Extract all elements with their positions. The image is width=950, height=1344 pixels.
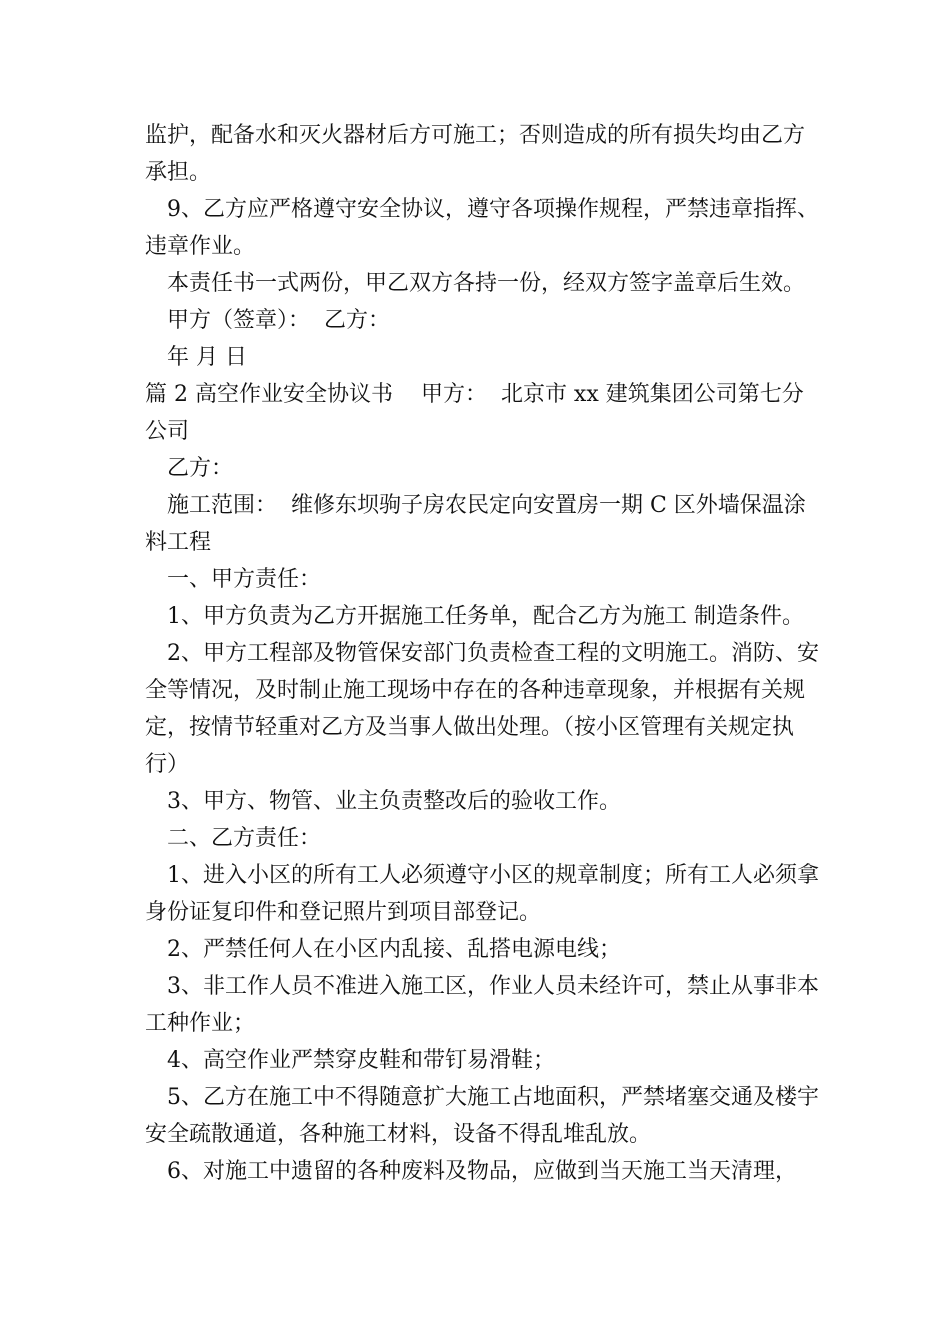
paragraph-3: 本责任书一式两份，甲乙双方各持一份，经双方签字盖章后生效。 — [167, 271, 806, 296]
paragraph-10: 1、甲方负责为乙方开据施工任务单，配合乙方为施工 制造条件。 — [167, 604, 804, 629]
paragraph-4: 甲方（签章）： 乙方： — [167, 308, 390, 333]
document-body — [145, 117, 825, 1190]
paragraph-6-section-heading: 篇 2 高空作业安全协议书 甲方： 北京市 xx 建筑集团公司第七分公司 — [145, 382, 804, 444]
paragraph-17: 4、高空作业严禁穿皮鞋和带钉易滑鞋； — [167, 1048, 555, 1073]
paragraph-12: 3、甲方、物管、业主负责整改后的验收工作。 — [167, 789, 621, 814]
paragraph-15: 2、严禁任何人在小区内乱接、乱搭电源电线； — [167, 937, 621, 962]
paragraph-8: 施工范围： 维修东坝驹子房农民定向安置房一期 C 区外墙保温涂料工程 — [145, 493, 806, 555]
paragraph-1: 监护，配备水和灭火器材后方可施工；否则造成的所有损失均由乙方承担。 — [145, 123, 806, 185]
paragraph-11: 2、甲方工程部及物管保安部门负责检查工程的文明施工。消防、安全等情况，及时制止施工现场中存在的各种违章现象，并根据有关规定，按情节轻重对乙方及当事人做出处理。（按小区管理有关规定执行） — [145, 641, 819, 777]
paragraph-9: 一、甲方责任： — [167, 567, 322, 592]
paragraph-13: 二、乙方责任： — [167, 826, 322, 851]
paragraph-7: 乙方： — [167, 456, 234, 481]
paragraph-18: 5、乙方在施工中不得随意扩大施工占地面积，严禁堵塞交通及楼宇安全疏散通道，各种施工材料，设备不得乱堆乱放。 — [145, 1085, 819, 1147]
paragraph-2: 9、乙方应严格遵守安全协议，遵守各项操作规程，严禁违章指挥、违章作业。 — [145, 197, 819, 259]
paragraph-5: 年 月 日 — [167, 345, 247, 370]
paragraph-16: 3、非工作人员不准进入施工区，作业人员未经许可，禁止从事非本工种作业； — [145, 974, 819, 1036]
paragraph-14: 1、进入小区的所有工人必须遵守小区的规章制度；所有工人必须拿身份证复印件和登记照片到项目部登记。 — [145, 863, 819, 925]
paragraph-19: 6、对施工中遗留的各种废料及物品，应做到当天施工当天清理， — [167, 1159, 797, 1184]
